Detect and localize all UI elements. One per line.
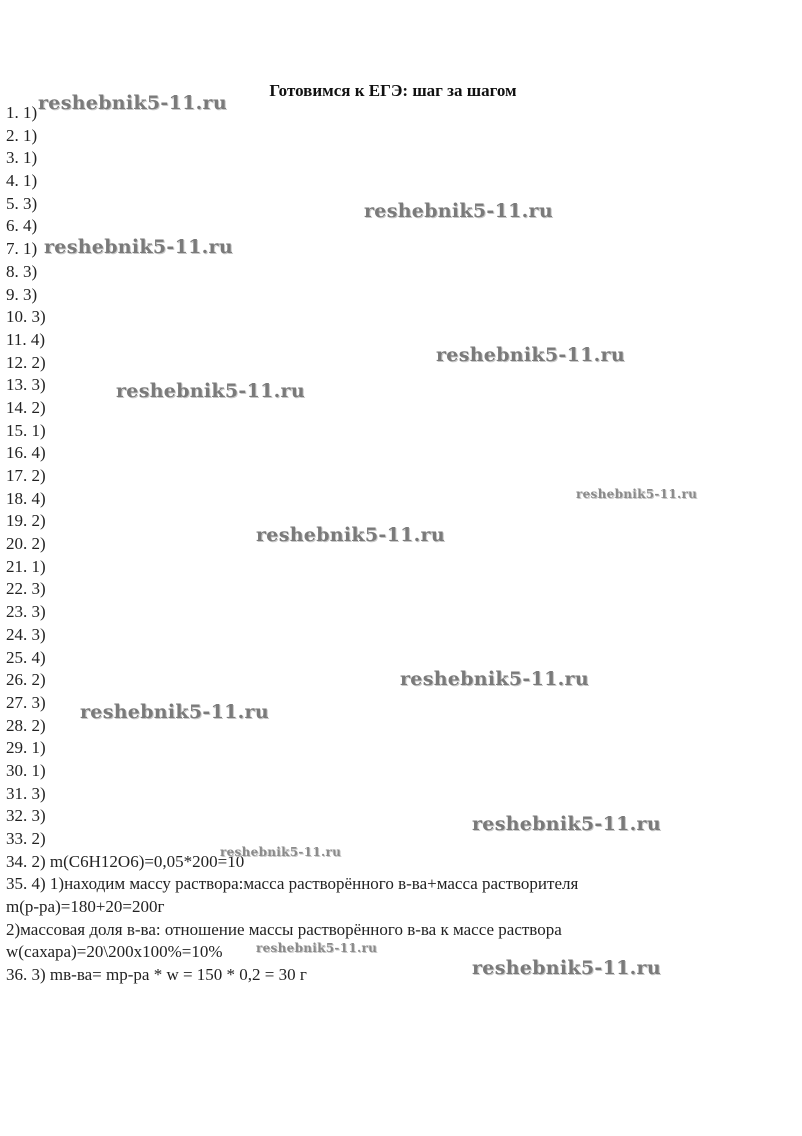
answer-line: 5. 3) [6,193,38,213]
answer-line: 24. 3) [6,624,46,644]
answer-line: 11. 4) [6,329,46,349]
answer-line: 33. 2) [6,829,46,848]
answer-line: 23. 3) [6,602,46,622]
answer-line: 35. 4) 1)находим массу раствора:масса растворённого в-ва+масса растворителя [6,874,579,894]
answer-line: 36. 3) mв-ва= mр-ра * w = 150 * 0,2 = 30 г [6,965,307,985]
watermark: reshebnik5-11.ru [44,236,233,258]
answer-line: 14. 2) [6,397,46,417]
answer-line: 28. 2) [6,715,46,735]
watermark: reshebnik5-11.ru [38,92,227,114]
watermark: reshebnik5-11.ru [256,524,445,546]
watermark: reshebnik5-11.ru [116,380,305,402]
answer-line: 20. 2) [6,534,46,554]
watermark: reshebnik5-11.ru [364,200,553,222]
watermark: reshebnik5-11.ru [256,941,378,955]
answer-line: 7. 1) [6,239,38,259]
answer-line: 3. 1) [6,148,38,168]
watermark: reshebnik5-11.ru [400,668,589,690]
answer-line: 25. 4) [6,647,46,667]
answer-line: 17. 2) [6,466,46,485]
answer-line: 31. 3) [6,783,46,803]
answer-line: 15. 1) [6,420,46,440]
watermark: reshebnik5-11.ru [576,487,698,501]
answer-line: 1. 1) [6,103,38,122]
answer-line: 27. 3) [6,692,46,712]
answer-line: 9. 3) [6,284,38,304]
answer-line: 29. 1) [6,738,46,758]
answer-line: m(р-ра)=180+20=200г [6,897,165,917]
answer-line: 8. 3) [6,261,38,281]
watermark: reshebnik5-11.ru [472,813,661,835]
answer-line: 26. 2) [6,670,46,690]
watermark: reshebnik5-11.ru [436,344,625,366]
answer-line: 30. 1) [6,760,46,780]
answer-line: 13. 3) [6,375,46,395]
answer-line: 34. 2) m(C6H12O6)=0,05*200=10 [6,851,245,871]
answer-line: 2. 1) [6,125,38,145]
answer-line: 12. 2) [6,352,46,372]
answer-line: 19. 2) [6,511,46,531]
watermark: reshebnik5-11.ru [220,845,342,859]
answer-line: 21. 1) [6,556,46,576]
page-title: Готовимся к ЕГЭ: шаг за шагом [269,81,517,100]
answer-line: 2)массовая доля в-ва: отношение массы растворённого в-ва к массе раствора [6,919,562,939]
answer-line: 4. 1) [6,171,38,191]
answer-line: 16. 4) [6,443,46,463]
watermark: reshebnik5-11.ru [472,957,661,979]
answer-line: 18. 4) [6,488,46,508]
watermark: reshebnik5-11.ru [80,701,269,723]
answer-line: 32. 3) [6,806,46,826]
answer-line: w(сахара)=20\200х100%=10% [6,942,223,962]
answer-line: 6. 4) [6,216,38,236]
answer-line: 22. 3) [6,579,46,599]
answer-line: 10. 3) [6,307,46,327]
